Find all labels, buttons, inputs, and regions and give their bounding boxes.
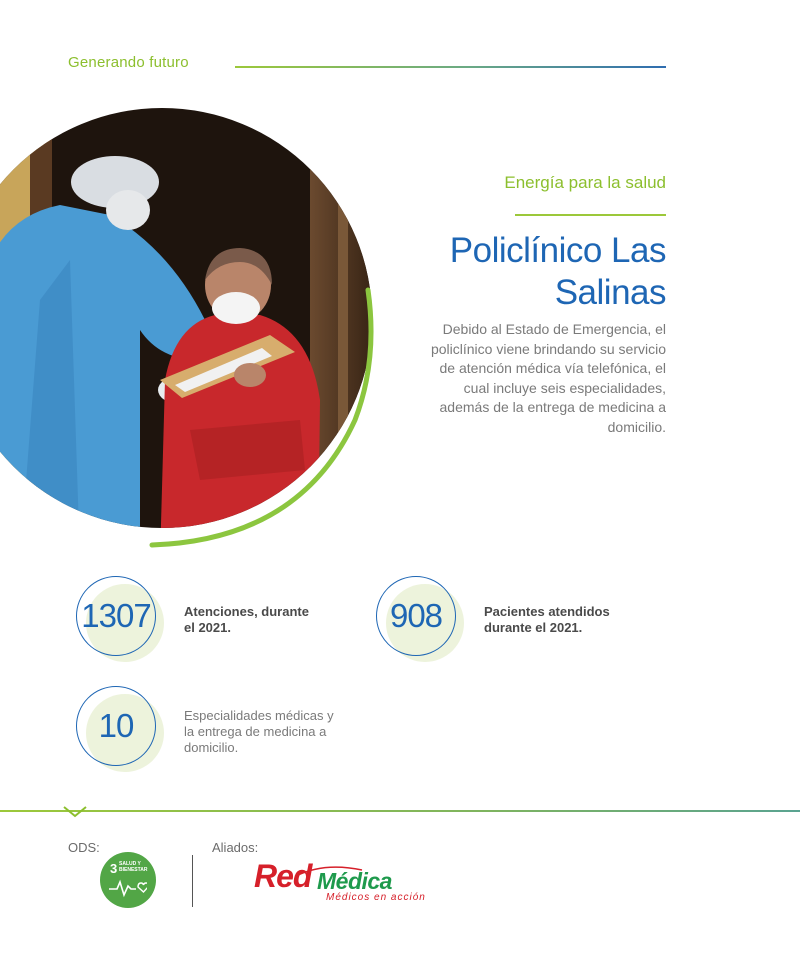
stat-caption <box>184 708 354 756</box>
stat-caption-line: Pacientes atendidos <box>484 604 610 619</box>
page-title: Policlínico Las Salinas <box>449 231 666 312</box>
section-tag: Energía para la salud <box>504 173 666 192</box>
footer-vertical-divider <box>192 855 193 907</box>
description-text: Debido al Estado de Emergencia, el policlínico viene brindando su servicio de atención médica vía telefónica, el cual incluye seis especialidades, además de la entrega de medicina a domicilio. <box>430 321 666 435</box>
tag-divider <box>515 214 666 216</box>
stat-caption-line: domicilio. <box>184 740 239 755</box>
allies-label: Aliados: <box>212 840 259 855</box>
ods-label: ODS: <box>68 840 100 855</box>
chevron-down-icon <box>62 805 88 819</box>
ods-3-badge <box>100 852 156 908</box>
stat-caption <box>184 604 354 636</box>
stat-caption-line: durante el 2021. <box>484 620 583 635</box>
heartbeat-icon <box>109 878 147 898</box>
stat-caption <box>484 604 654 636</box>
stat-caption-line: Atenciones, durante <box>184 604 309 619</box>
logo-tagline: Médicos en acción <box>326 892 426 903</box>
stat-caption-line: la entrega de medicina a <box>184 724 327 739</box>
feature-photo <box>0 0 400 560</box>
section-header-label: Generando futuro <box>68 54 189 71</box>
ods-number: 3 <box>110 861 118 876</box>
logo-text-medica: Médica <box>317 868 392 894</box>
stat-caption-line: Especialidades médicas y <box>184 708 334 723</box>
stat-value: 10 <box>76 686 156 766</box>
footer-divider <box>0 810 800 812</box>
stat-caption-line: el 2021. <box>184 620 231 635</box>
stat-value: 908 <box>376 576 456 656</box>
photo-illustration <box>0 0 400 560</box>
ods-text: SALUD Y BIENESTAR <box>119 861 148 873</box>
red-medica-logo <box>254 858 454 908</box>
logo-text-red: Red <box>254 858 312 894</box>
stat-value: 1307 <box>76 576 156 656</box>
